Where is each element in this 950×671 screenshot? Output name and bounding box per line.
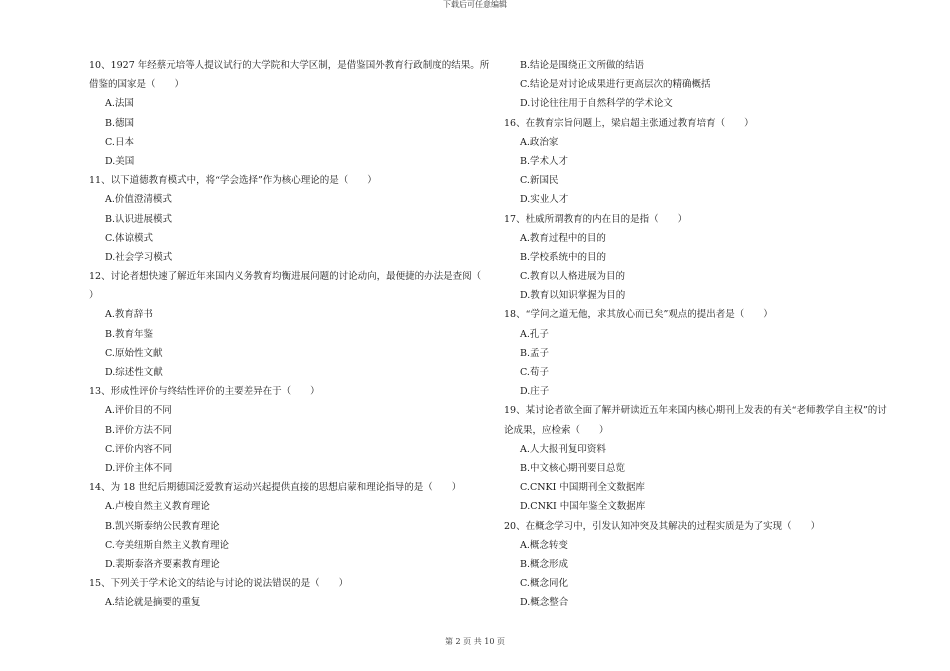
left-column bbox=[89, 56, 489, 612]
question-stem: 18、“学问之道无他，求其放心而已矣”观点的提出者是（ ） bbox=[504, 309, 773, 321]
answer-option: A.法国 bbox=[105, 98, 134, 110]
question-stem: 10、1927 年经蔡元培等人提议试行的大学院和大学区制，是借鉴国外教育行政制度的结果。所 bbox=[89, 60, 490, 71]
page-number: 第 2 页 共 10 页 bbox=[445, 637, 505, 646]
answer-option: D.教育以知识掌握为目的 bbox=[520, 290, 626, 302]
answer-option: C.新国民 bbox=[520, 175, 559, 187]
question-stem: 13、形成性评价与终结性评价的主要差异在于（ ） bbox=[89, 386, 320, 398]
right-column bbox=[504, 56, 914, 612]
question-stem: ） bbox=[89, 290, 99, 302]
answer-option: A.价值澄清模式 bbox=[105, 194, 172, 206]
answer-option: A.孔子 bbox=[520, 328, 549, 340]
answer-option: D.裴斯泰洛齐要素教育理论 bbox=[105, 558, 220, 570]
answer-option: B.孟子 bbox=[520, 347, 550, 359]
answer-option: C.体谅模式 bbox=[105, 232, 153, 244]
answer-option: D.实业人才 bbox=[520, 194, 569, 206]
question-stem: 借鉴的国家是（ ） bbox=[89, 79, 185, 91]
question-stem: 16、在教育宗旨问题上，梁启超主张通过教育培育（ ） bbox=[504, 117, 754, 129]
page-header: 下载后可任意编辑 bbox=[443, 0, 507, 9]
answer-option: D.美国 bbox=[105, 155, 135, 167]
answer-option: C.评价内容不同 bbox=[105, 443, 172, 455]
answer-option: D.讨论往往用于自然科学的学术论文 bbox=[520, 98, 673, 110]
answer-option: C.荀子 bbox=[520, 367, 549, 378]
answer-option: B.凯兴斯泰纳公民教育理论 bbox=[105, 520, 220, 532]
question-stem: 15、下列关于学术论文的结论与讨论的说法错误的是（ ） bbox=[89, 578, 349, 590]
answer-option: A.评价目的不同 bbox=[105, 405, 172, 417]
answer-option: D.CNKI 中国年鉴全文数据库 bbox=[520, 501, 646, 513]
question-stem: 20、在概念学习中，引发认知冲突及其解决的过程实质是为了实现（ ） bbox=[504, 520, 821, 532]
answer-option: B.学校系统中的目的 bbox=[520, 251, 607, 263]
answer-option: A.教育过程中的目的 bbox=[520, 232, 606, 244]
answer-option: C.概念同化 bbox=[520, 578, 568, 590]
answer-option: C.原始性文献 bbox=[105, 347, 163, 359]
answer-option: C.结论是对讨论成果进行更高层次的精确概括 bbox=[520, 79, 711, 91]
answer-option: C.教育以人格进展为目的 bbox=[520, 271, 625, 283]
answer-option: B.学术人才 bbox=[520, 155, 569, 167]
question-stem: 11、以下道德教育模式中，将“学会选择”作为核心理论的是（ ） bbox=[89, 175, 377, 187]
answer-option: B.认识进展模式 bbox=[105, 213, 173, 225]
answer-option: D.综述性文献 bbox=[105, 367, 163, 378]
answer-option: B.德国 bbox=[105, 117, 135, 129]
question-stem: 14、为 18 世纪后期德国泛爱教育运动兴起提供直接的思想启蒙和理论指导的是（ ） bbox=[89, 482, 462, 494]
answer-option: A.政治家 bbox=[520, 136, 559, 148]
question-stem: 论成果，应检索（ ） bbox=[504, 424, 609, 436]
answer-option: D.评价主体不同 bbox=[105, 462, 173, 474]
answer-option: B.教育年鉴 bbox=[105, 328, 154, 340]
question-stem: 19、某讨论者欲全面了解并研读近五年来国内核心期刊上发表的有关“老师教学自主权”的讨 bbox=[504, 405, 887, 417]
answer-option: D.概念整合 bbox=[520, 597, 569, 609]
answer-option: A.人大报刊复印资料 bbox=[520, 443, 606, 455]
answer-option: A.卢梭自然主义教育理论 bbox=[105, 501, 210, 513]
answer-option: C.日本 bbox=[105, 136, 134, 148]
answer-option: D.庄子 bbox=[520, 386, 550, 398]
answer-option: C.夸美纽斯自然主义教育理论 bbox=[105, 539, 229, 551]
answer-option: B.评价方法不同 bbox=[105, 424, 173, 436]
question-stem: 17、杜威所谓教育的内在目的是指（ ） bbox=[504, 213, 688, 225]
answer-option: B.中文核心期刊要目总览 bbox=[520, 462, 626, 474]
answer-option: C.CNKI 中国期刊全文数据库 bbox=[520, 482, 645, 494]
question-stem: 12、讨论者想快速了解近年来国内义务教育均衡进展问题的讨论动向，最便捷的办法是查阅（ bbox=[89, 271, 482, 283]
answer-option: A.概念转变 bbox=[520, 539, 568, 551]
answer-option: D.社会学习模式 bbox=[105, 251, 173, 263]
answer-option: A.结论就是摘要的重复 bbox=[105, 597, 201, 609]
answer-option: A.教育辞书 bbox=[105, 309, 153, 321]
answer-option: B.概念形成 bbox=[520, 558, 569, 570]
answer-option: B.结论是围绕正文所做的结语 bbox=[520, 60, 645, 71]
